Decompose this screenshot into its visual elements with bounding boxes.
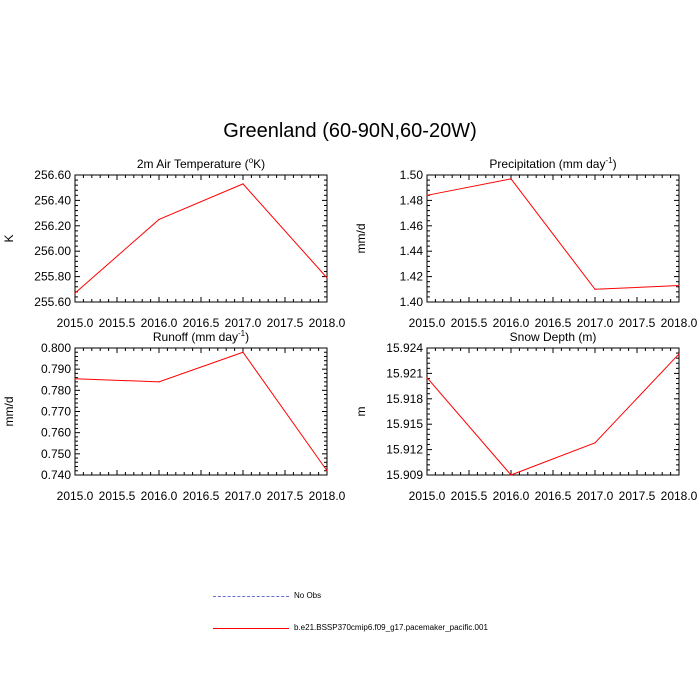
y-tick-label: 0.760 [40,425,71,440]
data-point-runoff [74,378,75,379]
x-tick-label: 2018.0 [308,316,346,330]
x-tick-label: 2015.5 [98,316,136,330]
panel-snow-depth [354,330,698,503]
y-tick-label: 15.912 [386,442,423,457]
plot-frame-precipitation [427,175,679,302]
y-tick-label: 256.20 [34,218,71,233]
panel-runoff [2,329,346,503]
y-tick-label: 0.770 [40,404,71,419]
data-point-precipitation [426,195,427,196]
y-tick-label: 0.740 [40,468,71,482]
data-point-runoff [242,352,243,353]
y-tick-label: 256.00 [34,244,71,259]
panel-precipitation [354,156,698,330]
x-tick-label: 2017.5 [266,316,304,330]
legend-label-no-obs: No Obs [294,591,322,600]
x-tick-label: 2017.0 [224,316,262,330]
main-title: Greenland (60-90N,60-20W) [223,120,477,142]
y-tick-label: 15.918 [386,391,423,406]
data-point-runoff [326,470,327,471]
x-tick-label: 2017.0 [576,316,614,330]
x-tick-label: 2016.0 [492,489,530,503]
y-tick-label: 15.924 [386,341,423,355]
y-tick-label: 256.40 [34,193,71,208]
y-tick-label: 1.40 [399,295,423,309]
panel-title: Precipitation (mm day$^{-1}$) [489,156,617,171]
y-tick-label: 0.750 [40,446,71,461]
series-line-snow-depth [427,354,679,475]
data-point-snow-depth [678,353,679,354]
data-point-precipitation [678,285,679,286]
data-point-snow-depth [594,442,595,443]
x-tick-label: 2016.5 [182,316,220,330]
data-point-air-temperature [242,183,243,184]
y-tick-label: 15.909 [386,468,423,482]
data-point-snow-depth [510,474,511,475]
x-tick-label: 2016.5 [534,489,572,503]
legend-line-model [213,628,289,629]
y-axis-label: m [354,406,368,417]
y-tick-label: 0.800 [40,341,71,355]
x-tick-label: 2015.5 [450,489,488,503]
plot-frame-air-temperature [75,175,327,302]
y-axis-label: K [2,234,16,243]
data-point-air-temperature [326,277,327,278]
series-line-air-temperature [75,184,327,293]
series-line-precipitation [427,179,679,289]
y-tick-label: 256.60 [34,168,71,182]
data-point-air-temperature [158,219,159,220]
y-tick-label: 1.44 [399,244,423,259]
y-tick-label: 15.921 [386,366,423,381]
x-tick-label: 2017.0 [576,489,614,503]
x-tick-label: 2018.0 [308,489,346,503]
y-tick-label: 0.790 [40,362,71,377]
legend-label-model: b.e21.BSSP370cmip6.f09_g17.pacemaker_pacific.001 [294,623,488,632]
data-point-runoff [158,381,159,382]
panel-title: 2m Air Temperature ($^o$K) [136,156,266,171]
x-tick-label: 2017.0 [224,489,262,503]
x-tick-label: 2016.5 [182,489,220,503]
y-tick-label: 1.46 [399,218,423,233]
y-tick-label: 1.50 [399,168,423,182]
data-point-snow-depth [426,377,427,378]
x-tick-label: 2017.5 [618,316,656,330]
panel-title: Snow Depth (m) [509,330,597,344]
legend-line-no-obs [213,596,289,597]
x-tick-label: 2015.5 [450,316,488,330]
y-tick-label: 255.60 [34,295,71,309]
y-tick-label: 1.48 [399,193,423,208]
plot-frame-snow-depth [427,348,679,475]
x-tick-label: 2016.0 [492,316,530,330]
x-tick-label: 2015.0 [56,316,94,330]
data-point-air-temperature [74,293,75,294]
panel-title: Runoff (mm day$^{-1}$) [152,329,250,344]
x-tick-label: 2015.0 [56,489,94,503]
x-tick-label: 2015.0 [408,489,446,503]
x-tick-label: 2017.5 [266,489,304,503]
y-axis-label: mm/d [2,396,16,427]
x-tick-label: 2016.0 [140,316,178,330]
x-tick-label: 2015.0 [408,316,446,330]
y-tick-label: 255.80 [34,269,71,284]
y-tick-label: 1.42 [399,269,423,284]
y-tick-label: 0.780 [40,383,71,398]
y-axis-label: mm/d [354,223,368,254]
series-line-runoff [75,352,327,471]
x-tick-label: 2016.5 [534,316,572,330]
x-tick-label: 2018.0 [660,316,698,330]
x-tick-label: 2017.5 [618,489,656,503]
data-point-precipitation [510,178,511,179]
data-point-precipitation [594,289,595,290]
x-tick-label: 2015.5 [98,489,136,503]
x-tick-label: 2016.0 [140,489,178,503]
x-tick-label: 2018.0 [660,489,698,503]
y-tick-label: 15.915 [386,417,423,432]
panel-air-temperature [2,156,346,330]
